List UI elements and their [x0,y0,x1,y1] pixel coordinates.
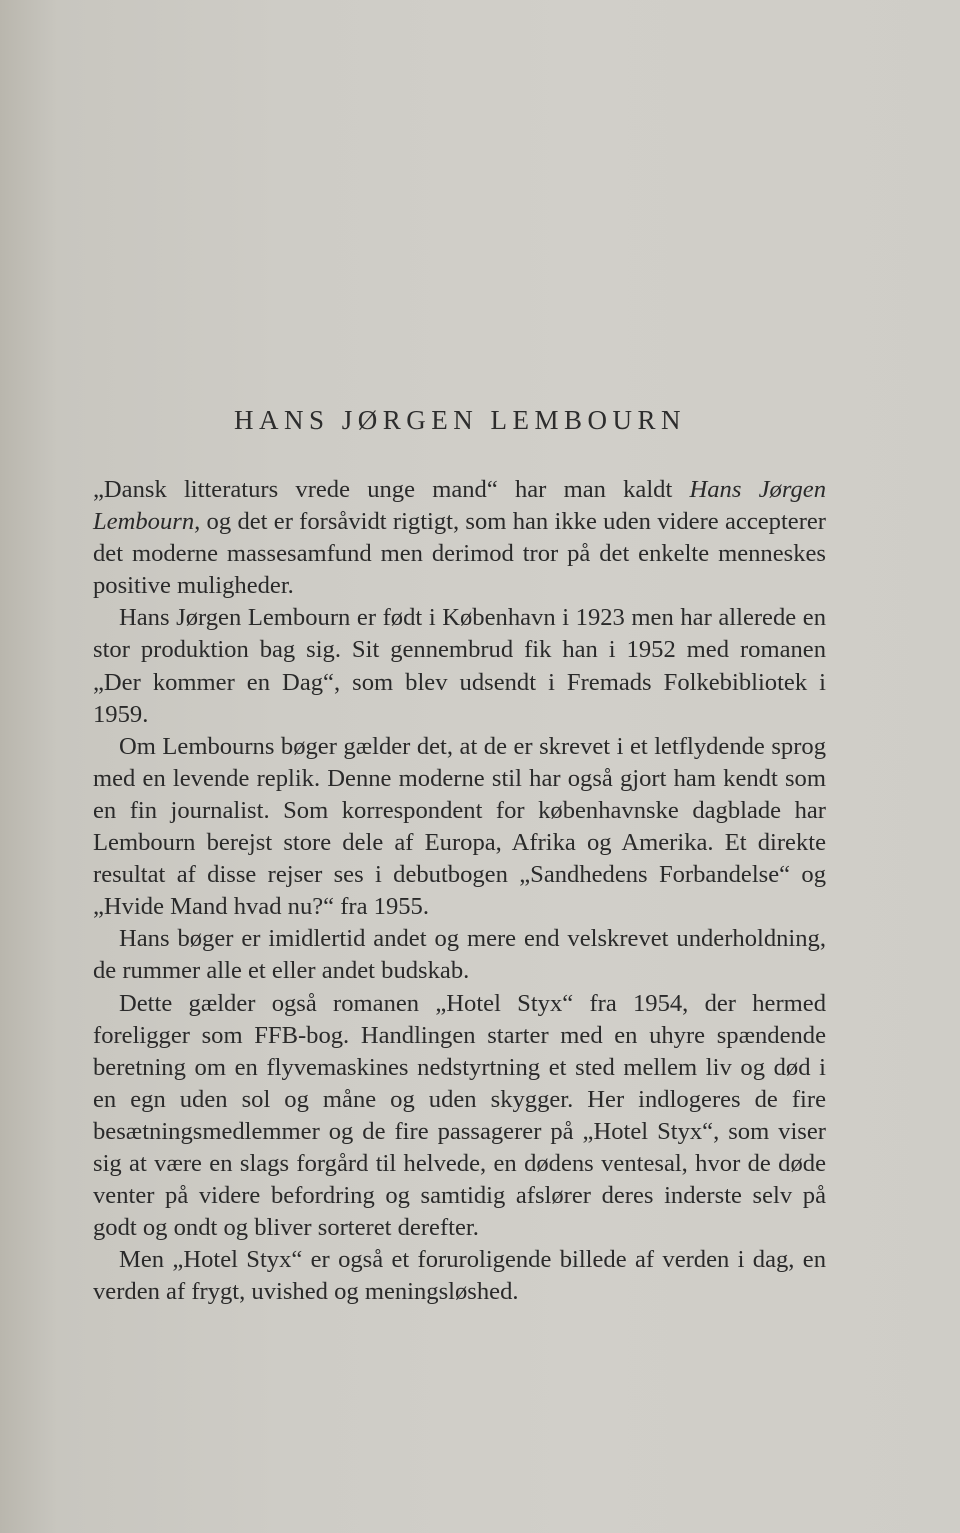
page-heading: HANS JØRGEN LEMBOURN [233,405,687,435]
intro-text-pre: „Dansk litteraturs vrede unge mand“ har man kaldt [93,476,690,503]
paragraph-biography: Hans Jørgen Lembourn er født i København i 1923 men har allerede en stor produktion bag sig. Sit gennembrud fik han i 1952 med romanen „Der kommer en Dag“, som blev udsendt i Fremads Folkebibliotek i 1959. [93,604,826,728]
paragraph-conclusion: Men „Hotel Styx“ er også et foruroligende billede af verden i dag, en verden af frygt, uvished og meningsløshed. [93,1246,826,1306]
paragraph-hotel-styx: Dette gælder også romanen „Hotel Styx“ fra 1954, der hermed foreligger som FFB-bog. Handlingen starter med en uhyre spændende beretning om en flyvemaskines nedstyrtning et sted mellem liv og død i en egn uden sol og måne og uden skygger. Her indlogeres de fire besætningsmedlemmer og de fire passagerer på „Hotel Styx“, som viser sig at være en slags forgård til helvede, en dødens ventesal, hvor de døde venter på videre befordring og samtidig afslører deres inderste selv på godt og ondt og bliver sorteret derefter. [93,989,826,1242]
paragraph-intro [93,474,826,602]
author-name-italic: Hans Jørgen Lembourn, [93,476,826,536]
paragraph-style: Om Lembourns bøger gælder det, at de er skrevet i et letflydende sprog med en levende replik. Denne moderne stil har også gjort ham kendt som en fin journalist. Som korrespondent for københavnske dagblade har Lembourn berejst store dele af Europa, Afrika og Amerika. Et direkte resultat af disse rejser ses i debutbogen „Sandhedens Forbandelse“ og „Hvide Mand hvad nu?“ fra 1955. [93,732,826,921]
paragraph-message: Hans bøger er imidlertid andet og mere end velskrevet underholdning, de rummer alle et eller andet budskab. [93,925,826,985]
intro-text-post: og det er forsåvidt rigtigt, som han ikke uden videre accepterer det moderne massesamfund men derimod tror på det enkelte menneskes positive muligheder. [93,508,826,600]
body-text [93,474,826,1308]
